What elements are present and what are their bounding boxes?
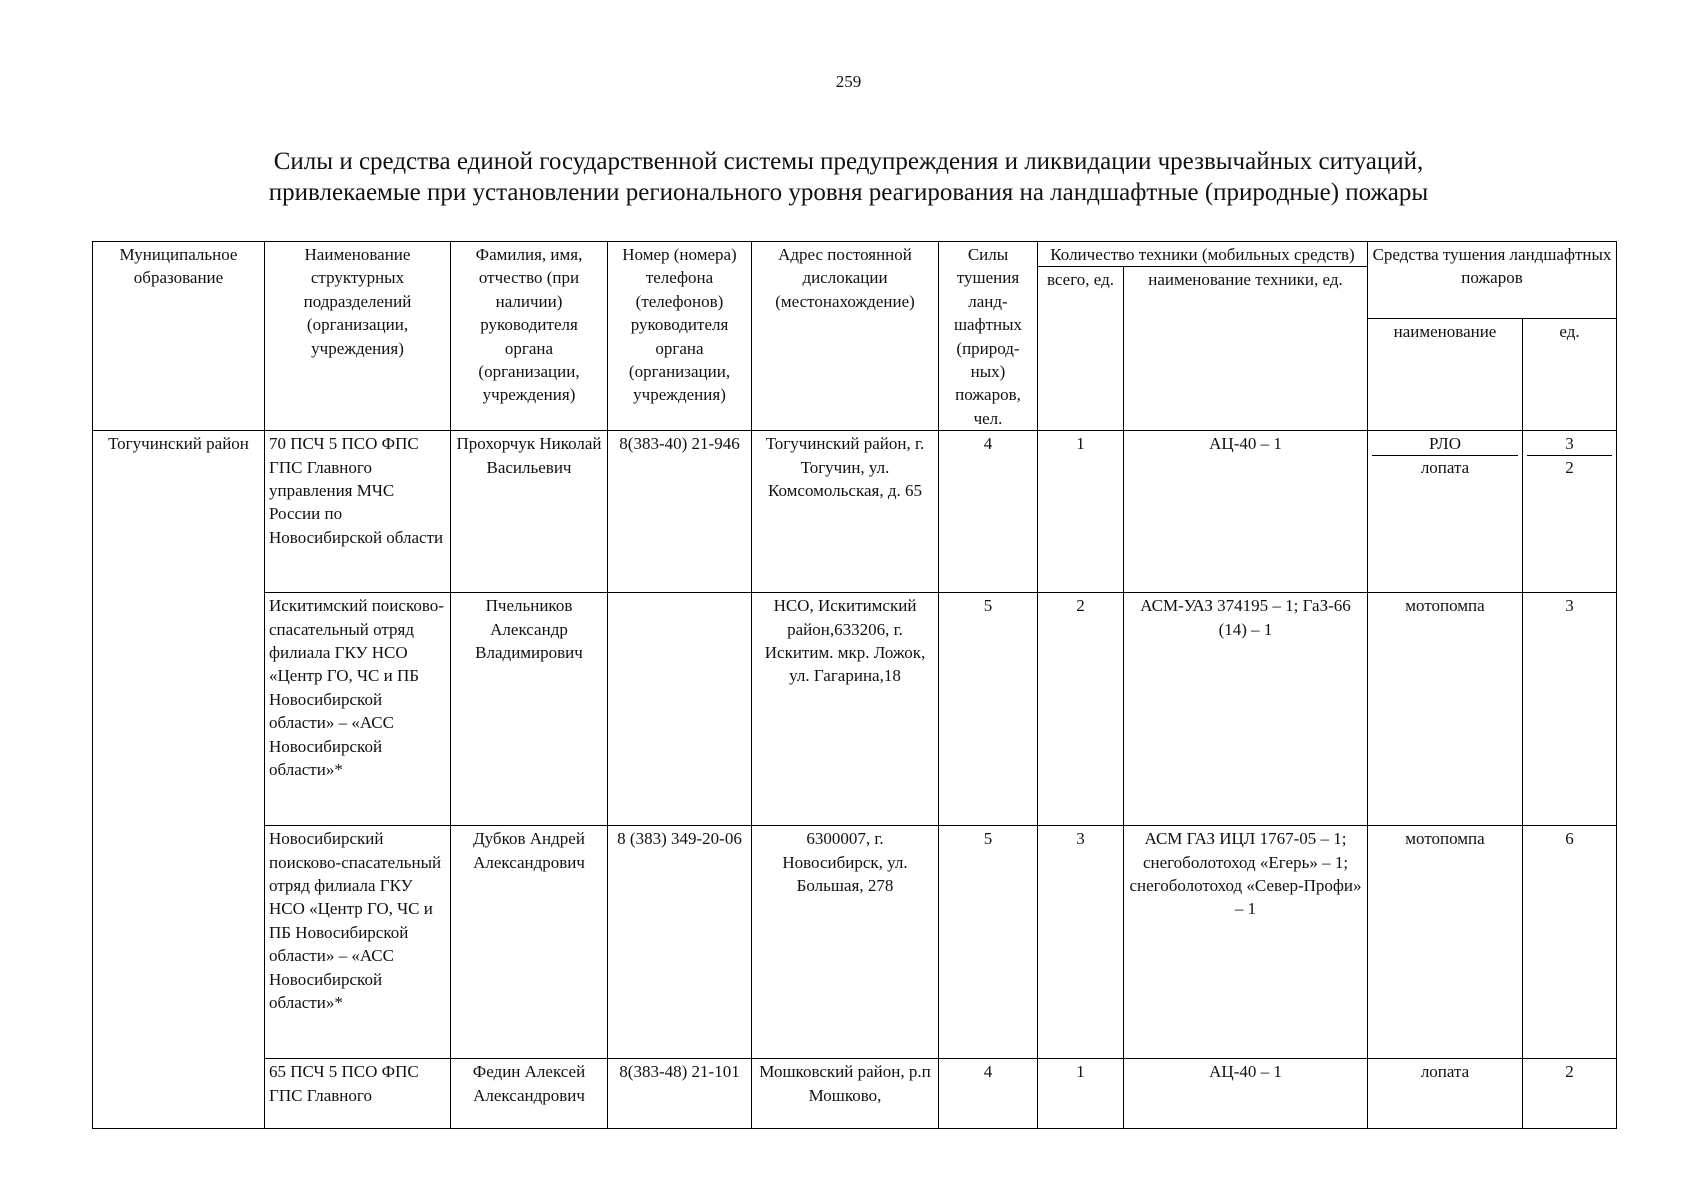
cell-forces: 5 <box>939 826 1038 1059</box>
table-row <box>93 1059 1617 1129</box>
header-head-name: Фамилия, имя, отчество (при наличии) руководителя органа (организации, учреждения) <box>451 242 608 431</box>
means-name-item: РЛО <box>1372 432 1518 456</box>
header-forces: Силы тушения ланд-шафтных (природ-ных) пожаров, чел. <box>939 242 1038 431</box>
table-row <box>93 593 1617 826</box>
header-phone: Номер (номера) телефона (телефонов) руководителя органа (организации, учреждения) <box>608 242 752 431</box>
header-equipment-names: наименование техники, ед. <box>1124 267 1368 431</box>
cell-phone: 8 (383) 349-20-06 <box>608 826 752 1059</box>
cell-address: Мошковский район, р.п Мошково, <box>752 1059 939 1129</box>
title-line-1: Силы и средства единой государственной системы предупреждения и ликвидации чрезвычайных ситуаций, <box>273 148 1424 175</box>
header-means-group: Средства тушения ландшафтных пожаров <box>1368 242 1617 319</box>
cell-forces: 4 <box>939 431 1038 593</box>
cell-phone: 8(383-40) 21-946 <box>608 431 752 593</box>
cell-equipment-names: АСМ ГАЗ ИЦЛ 1767-05 – 1; снегоболотоход «Егерь» – 1; снегоболотоход «Север-Профи» – 1 <box>1124 826 1368 1059</box>
cell-equipment-total: 3 <box>1038 826 1124 1059</box>
cell-equipment-total: 2 <box>1038 593 1124 826</box>
header-subdivision: Наименование структурных подразделений (организации, учреждения) <box>265 242 451 431</box>
cell-address: 6300007, г. Новосибирск, ул. Большая, 278 <box>752 826 939 1059</box>
cell-head-name: Дубков Андрей Александрович <box>451 826 608 1059</box>
cell-means-name <box>1368 431 1523 593</box>
table-row <box>93 431 1617 593</box>
forces-table <box>92 241 1617 1129</box>
cell-forces: 5 <box>939 593 1038 826</box>
cell-subdivision: 65 ПСЧ 5 ПСО ФПС ГПС Главного <box>265 1059 451 1129</box>
header-means-units: ед. <box>1523 319 1617 431</box>
header-address: Адрес постоянной дислокации (местонахождение) <box>752 242 939 431</box>
cell-equipment-names: АЦ-40 – 1 <box>1124 1059 1368 1129</box>
cell-head-name: Федин Алексей Александрович <box>451 1059 608 1129</box>
cell-address: НСО, Искитимский район,633206, г. Искитим. мкр. Ложок, ул. Гагарина,18 <box>752 593 939 826</box>
table-row <box>93 826 1617 1059</box>
header-row-1 <box>93 242 1617 267</box>
cell-means-name: мотопомпа <box>1368 593 1523 826</box>
cell-means-units: 6 <box>1523 826 1617 1059</box>
cell-means-name: мотопомпа <box>1368 826 1523 1059</box>
cell-address: Тогучинский район, г. Тогучин, ул. Комсомольская, д. 65 <box>752 431 939 593</box>
cell-equipment-names: АЦ-40 – 1 <box>1124 431 1368 593</box>
cell-head-name: Пчельников Александр Владимирович <box>451 593 608 826</box>
means-units-item: 2 <box>1565 458 1574 478</box>
cell-subdivision: 70 ПСЧ 5 ПСО ФПС ГПС Главного управления МЧС России по Новосибирской области <box>265 431 451 593</box>
page-number: 259 <box>835 72 862 91</box>
cell-phone: 8(383-48) 21-101 <box>608 1059 752 1129</box>
cell-head-name: Прохорчук Николай Васильевич <box>451 431 608 593</box>
cell-phone <box>608 593 752 826</box>
page-title <box>0 146 1697 208</box>
title-line-2: привлекаемые при установлении регионального уровня реагирования на ландшафтные (природные) пожары <box>268 179 1429 206</box>
header-municipality: Муниципальное образование <box>93 242 265 431</box>
cell-equipment-total: 1 <box>1038 431 1124 593</box>
cell-means-units: 2 <box>1523 1059 1617 1129</box>
cell-forces: 4 <box>939 1059 1038 1129</box>
header-means-name: наименование <box>1368 319 1523 431</box>
cell-means-units: 3 <box>1523 593 1617 826</box>
cell-subdivision: Новосибирский поисково-спасательный отряд филиала ГКУ НСО «Центр ГО, ЧС и ПБ Новосибирской области» – «АСС Новосибирской области»* <box>265 826 451 1059</box>
cell-means-name: лопата <box>1368 1059 1523 1129</box>
cell-equipment-names: АСМ-УАЗ 374195 – 1; ГаЗ-66 (14) – 1 <box>1124 593 1368 826</box>
cell-municipality: Тогучинский район <box>93 431 265 1129</box>
header-equipment-group: Количество техники (мобильных средств) <box>1038 242 1368 267</box>
header-equipment-total: всего, ед. <box>1038 267 1124 431</box>
cell-subdivision: Искитимский поисково-спасательный отряд филиала ГКУ НСО «Центр ГО, ЧС и ПБ Новосибирской области» – «АСС Новосибирской области»* <box>265 593 451 826</box>
cell-means-units <box>1523 431 1617 593</box>
means-units-item: 3 <box>1527 432 1612 456</box>
cell-equipment-total: 1 <box>1038 1059 1124 1129</box>
means-name-item: лопата <box>1420 458 1470 478</box>
